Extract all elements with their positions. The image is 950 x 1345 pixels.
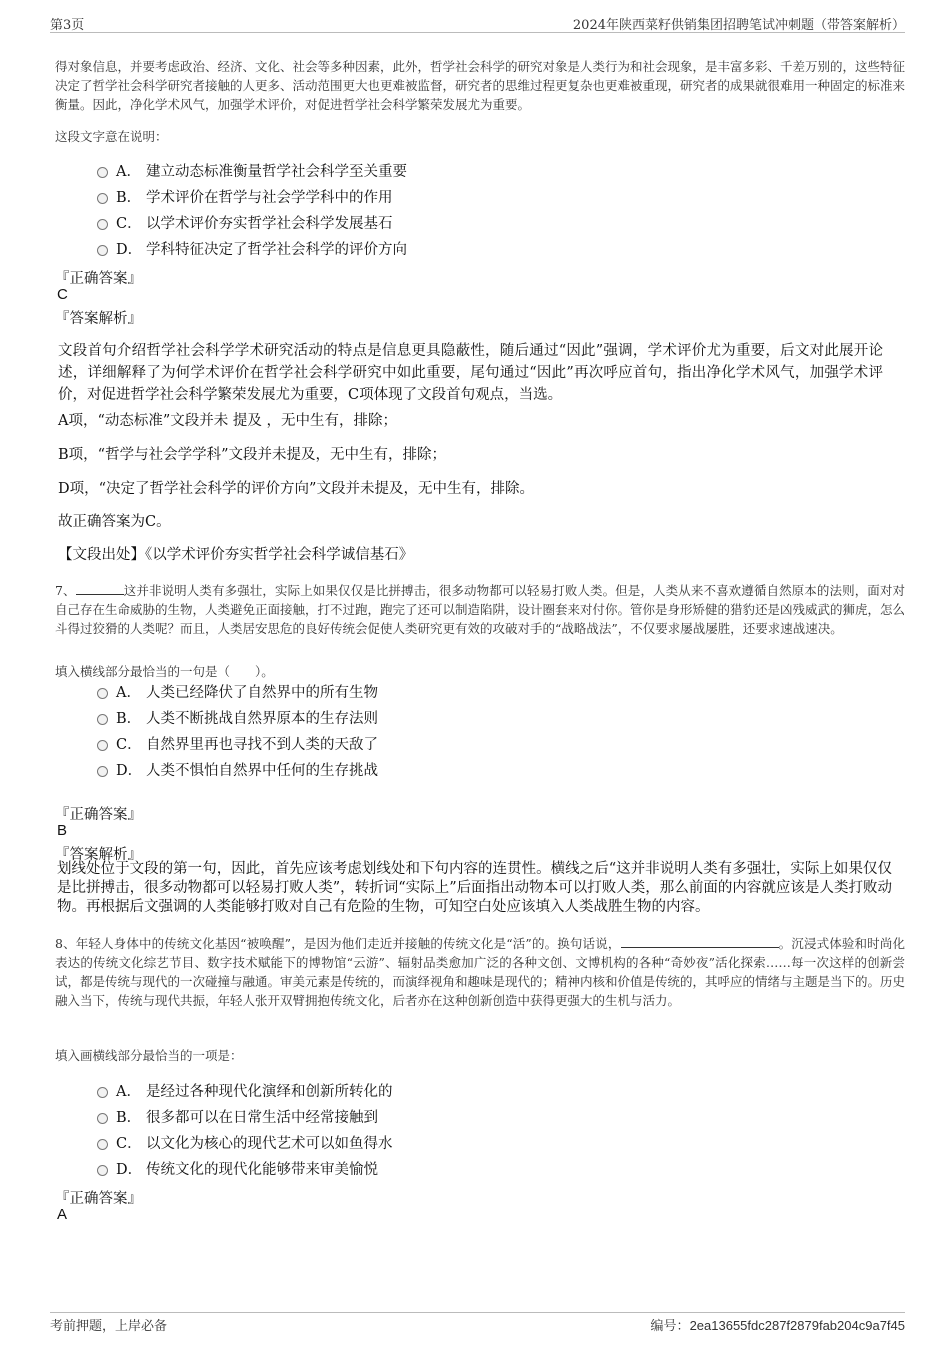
- q6-options: [97, 159, 697, 263]
- option-item[interactable]: B． 很多都可以在日常生活中经常接触到: [97, 1105, 697, 1131]
- option-item[interactable]: B． 学术评价在哲学与社会学学科中的作用: [97, 185, 697, 211]
- page-number: 第3页: [50, 18, 85, 33]
- q7-answer: B: [57, 822, 68, 839]
- q7-prompt: 填入横线部分最恰当的一句是（ ）。: [55, 664, 274, 679]
- q7-analysis-label: 『答案解析』: [55, 847, 142, 863]
- radio-icon[interactable]: [97, 1113, 108, 1124]
- radio-icon[interactable]: [97, 245, 108, 256]
- q8-answer: A: [57, 1206, 68, 1223]
- radio-icon[interactable]: [97, 167, 108, 178]
- radio-icon[interactable]: [97, 766, 108, 777]
- footer-slogan: 考前押题，上岸必备: [50, 1319, 168, 1334]
- option-item[interactable]: A． 人类已经降伏了自然界中的所有生物: [97, 680, 697, 706]
- q6-prompt: 这段文字意在说明：: [55, 129, 168, 144]
- option-item[interactable]: B． 人类不断挑战自然界原本的生存法则: [97, 706, 697, 732]
- q6-source: 【文段出处】《以学术评价夯实哲学社会科学诚信基石》: [58, 547, 414, 563]
- option-item[interactable]: D． 人类不惧怕自然界中任何的生存挑战: [97, 758, 697, 784]
- radio-icon[interactable]: [97, 193, 108, 204]
- q8-prompt: 填入画横线部分最恰当的一项是：: [55, 1048, 243, 1063]
- q6-passage: 得对象信息，并要考虑政治、经济、文化、社会等多种因素，此外，哲学社会科学的研究对象是人类行为和社会现象，是丰富多彩、千差万别的，这些特征决定了哲学社会科学研究者接触的人更多、活动范围更大也更难被监督，研究者的思维过程更复杂也更难被重现，研究者的成果就很难用一种固定的标准来衡量。因此，净化学术风气，加强学术评价，对促进哲学社会科学繁荣发展尤为重要。: [55, 59, 906, 112]
- option-item[interactable]: A． 是经过各种现代化演绎和创新所转化的: [97, 1079, 697, 1105]
- q7-analysis: 划线处位于文段的第一句，因此，首先应该考虑划线处和下句内容的连贯性。横线之后“这并非说明人类有多强壮，实际上如果仅仅是比拼搏击，很多动物都可以轻易打败人类”，转折词“实际上”后面指出动物本可以打败人类，那么前面的内容就应该是人类打败动物。再根据后文强调的人类能够打败对自己有危险的生物，可知空白处应该填入人类战胜生物的内容。: [57, 861, 892, 915]
- radio-icon[interactable]: [97, 714, 108, 725]
- q8-answer-label: 『正确答案』: [55, 1191, 142, 1207]
- fill-blank: [621, 935, 779, 948]
- q6-answer-label: 『正确答案』: [55, 271, 142, 287]
- radio-icon[interactable]: [97, 1087, 108, 1098]
- radio-icon[interactable]: [97, 688, 108, 699]
- q6-analysis-label: 『答案解析』: [55, 311, 142, 327]
- page-footer: [50, 1312, 905, 1333]
- option-item[interactable]: D． 学科特征决定了哲学社会科学的评价方向: [97, 237, 697, 263]
- q6-conclusion: 故正确答案为C。: [58, 514, 171, 530]
- option-item[interactable]: A． 建立动态标准衡量哲学社会科学至关重要: [97, 159, 697, 185]
- q6-analysis: 文段首句介绍哲学社会科学学术研究活动的特点是信息更具隐蔽性，随后通过“因此”强调，学术评价尤为重要，后文对此展开论述，详细解释了为何学术评价在哲学社会科学研究中如此重要，尾句通过“因此”再次呼应首句，指出净化学术风气，加强学术评价，对促进哲学社会科学繁荣发展尤为重要，C项体现了文段首句观点，当选。: [58, 343, 883, 403]
- option-item[interactable]: C． 以文化为核心的现代艺术可以如鱼得水: [97, 1131, 697, 1157]
- option-item[interactable]: C． 以学术评价夯实哲学社会科学发展基石: [97, 211, 697, 237]
- q6-line-d: D项，“决定了哲学社会科学的评价方向”文段并未提及，无中生有，排除。: [58, 481, 534, 497]
- q6-answer: C: [57, 286, 68, 303]
- radio-icon[interactable]: [97, 740, 108, 751]
- cropped-line: [55, 30, 905, 44]
- q7-answer-label: 『正确答案』: [55, 807, 142, 823]
- q6-line-a: A项，“动态标准”文段并未 提及 ，无中生有，排除；: [58, 413, 398, 429]
- radio-icon[interactable]: [97, 1139, 108, 1150]
- fill-blank: [76, 582, 124, 595]
- radio-icon[interactable]: [97, 219, 108, 230]
- document-title: 2024年陕西菜籽供销集团招聘笔试冲刺题（带答案解析）: [572, 18, 905, 33]
- document-code: 编号：2ea13655fdc287f2879fab204c9a7f45: [650, 1318, 905, 1334]
- q8-passage: 8、年轻人身体中的传统文化基因“被唤醒”，是因为他们走近并接触的传统文化是“活”的。换句话说， 。沉浸式体验和时尚化表达的传统文化综艺节目、数字技术赋能下的博物馆“云游”、辐射品类愈加广泛的各种文创、文博机构的各种“奇妙夜”活化探索……每一次这样的创新尝试，都是传统与现代的一次碰撞与融通。审美元素是传统的，而演绎视角和趣味是现代的；精神内核和价值是传统的，其呼应的情绪与主题是当下的。历史融入当下，传统与现代共振，年轻人张开双臂拥抱传统文化，后者亦在这种创新创造中获得更强大的生机与活力。: [55, 936, 906, 1008]
- q7-passage: 7、 这并非说明人类有多强壮，实际上如果仅仅是比拼搏击，很多动物都可以轻易打败人类。但是，人类从来不喜欢遵循自然原本的法则，面对对自己存在生命威胁的生物，人类避免正面接触，打不过跑，跑完了还可以制造陷阱，设计圈套来对付你。管你是身形矫健的猎豹还是凶残威武的狮虎，怎么斗得过狡猾的人类呢？而且，人类居安思危的良好传统会促使人类研究更有效的攻破对手的“战略战法”，不仅要求屡战屡胜，还要求速战速决。: [55, 583, 906, 636]
- radio-icon[interactable]: [97, 1165, 108, 1176]
- option-item[interactable]: C． 自然界里再也寻找不到人类的天敌了: [97, 732, 697, 758]
- q6-line-b: B项，“哲学与社会学学科”文段并未提及，无中生有，排除；: [58, 447, 446, 463]
- q7-options: [97, 680, 697, 784]
- option-item[interactable]: D． 传统文化的现代化能够带来审美愉悦: [97, 1157, 697, 1183]
- q8-options: [97, 1079, 697, 1183]
